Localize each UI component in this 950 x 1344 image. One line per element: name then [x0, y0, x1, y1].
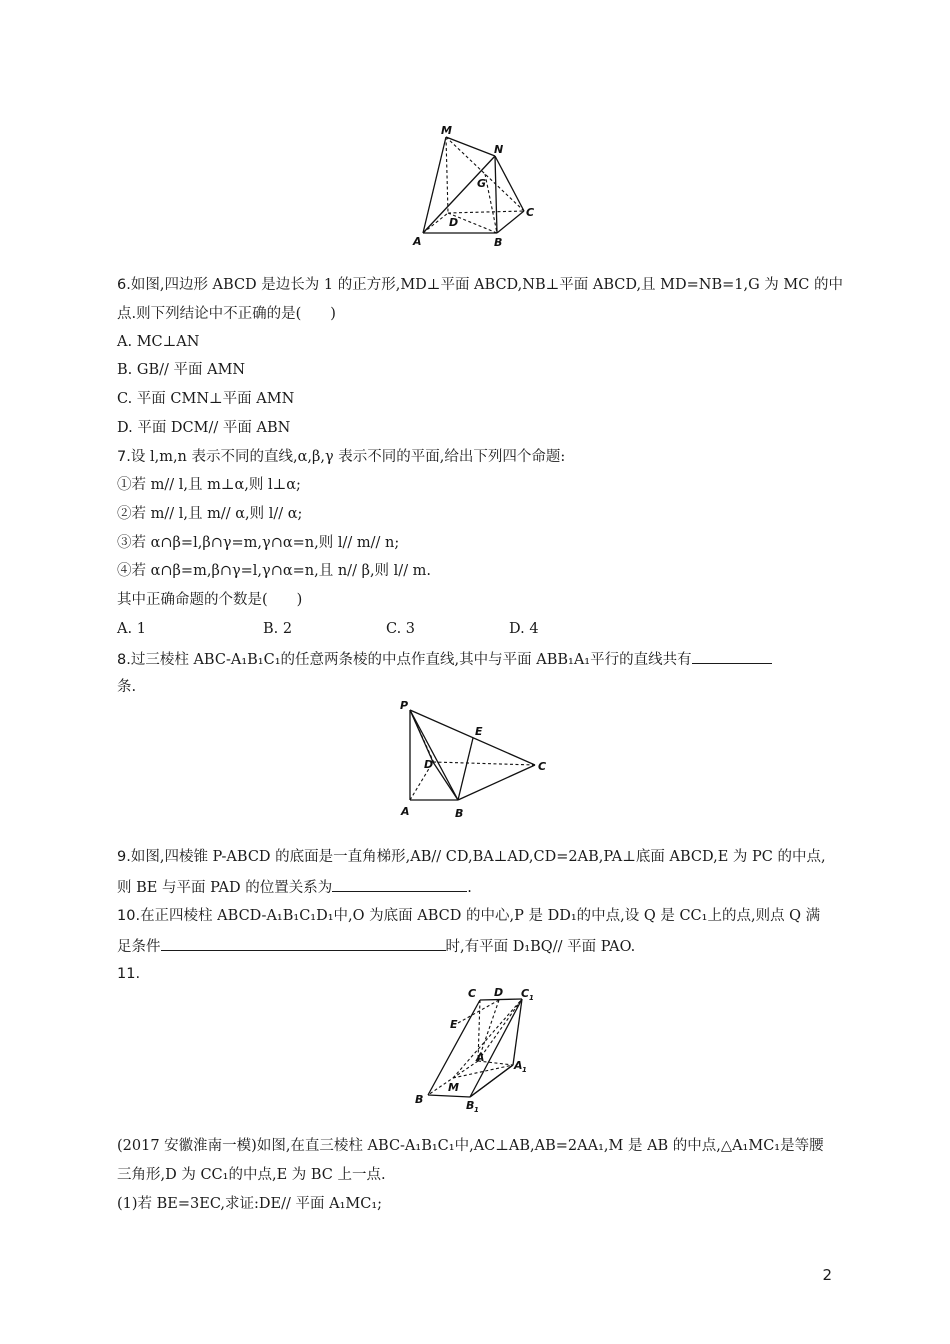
q9-stem-2: 则 BE 与平面 PAD 的位置关系为	[117, 880, 333, 896]
edge-MA	[423, 137, 446, 233]
label-C1-subscript: 1	[529, 994, 534, 1002]
q7-prop-1: ①若 m// l,且 m⊥α,则 l⊥α;	[117, 477, 301, 493]
label-N: N	[494, 143, 504, 156]
label-M: M	[448, 1081, 459, 1094]
edge-BC	[458, 765, 535, 800]
label-M: M	[441, 124, 452, 137]
edge-PB	[410, 710, 458, 800]
q8-answer-blank[interactable]	[692, 648, 772, 664]
q7-stem	[117, 447, 565, 467]
q10-answer-blank[interactable]	[161, 935, 446, 951]
q7-question: 其中正确命题的个数是( )	[117, 592, 303, 608]
q11-line1: (2017 安徽淮南一模)如图,在直三棱柱 ABC-A₁B₁C₁中,AC⊥AB,AB=2AA₁,M 是 AB 的中点,△A₁MC₁是等腰	[117, 1138, 824, 1154]
q11-part1: (1)若 BE=3EC,求证:DE// 平面 A₁MC₁;	[117, 1196, 383, 1212]
q8-number: 8.	[117, 652, 131, 668]
figure-q9-pyramid	[395, 695, 555, 825]
label-B: B	[415, 1093, 424, 1106]
edge-AN	[423, 156, 495, 233]
q7-option-c: C. 3	[386, 621, 416, 637]
q7-option-a: A. 1	[117, 621, 146, 637]
edge-C1B1	[470, 999, 522, 1097]
label-E: E	[450, 1018, 458, 1031]
q9-stem: 如图,四棱锥 P-ABCD 的底面是一直角梯形,AB// CD,BA⊥AD,CD=2AB,PA⊥底面 ABCD,E 为 PC 的中点,	[130, 849, 826, 865]
label-C: C	[526, 206, 535, 219]
q6-line1	[117, 275, 843, 295]
figure-q11-prism	[410, 985, 540, 1115]
q9-line1	[117, 847, 826, 867]
edge-CC1	[480, 999, 522, 1000]
edge-BC	[497, 211, 524, 233]
label-A1-subscript: 1	[522, 1066, 527, 1074]
label-A: A	[476, 1051, 485, 1064]
edge-DC	[433, 762, 535, 765]
label-A: A	[413, 235, 422, 248]
q7-prop-2: ②若 m// l,且 m// α,则 l// α;	[117, 506, 303, 522]
q6-option-a: A. MC⊥AN	[117, 334, 200, 350]
q7-stem-text: 设 l,m,n 表示不同的直线,α,β,γ 表示不同的平面,给出下列四个命题:	[130, 449, 566, 465]
label-B1: B	[466, 1099, 475, 1112]
label-D: D	[494, 986, 504, 999]
label-D: D	[424, 758, 434, 771]
q6-option-d: D. 平面 DCM// 平面 ABN	[117, 420, 291, 436]
label-G: G	[477, 177, 487, 190]
q7-prop-4: ④若 α∩β=m,β∩γ=l,γ∩α=n,且 n// β,则 l// m.	[117, 563, 432, 579]
q6-line2: 点.则下列结论中不正确的是( )	[117, 306, 336, 322]
q6-option-b: B. GB// 平面 AMN	[117, 362, 246, 378]
label-B: B	[455, 807, 464, 820]
label-B1-subscript: 1	[474, 1106, 479, 1114]
figure-q6-pyramid	[405, 118, 555, 253]
q9-line2	[117, 876, 472, 898]
q11-number-line	[117, 964, 140, 984]
q6-option-c: C. 平面 CMN⊥平面 AMN	[117, 391, 295, 407]
q6-number: 6.	[117, 277, 131, 293]
label-C: C	[468, 987, 477, 1000]
q6-stem-1: 如图,四边形 ABCD 是边长为 1 的正方形,MD⊥平面 ABCD,NB⊥平面 ABCD,且 MD=NB=1,G 为 MC 的中	[130, 277, 843, 293]
q11-line2: 三角形,D 为 CC₁的中点,E 为 BC 上一点.	[117, 1167, 386, 1183]
label-C: C	[538, 760, 547, 773]
q10-line2	[117, 935, 635, 957]
q7-options	[117, 619, 617, 639]
edge-MD	[446, 137, 448, 213]
q11-number: 11.	[117, 966, 141, 982]
edge-C1A1	[513, 999, 522, 1065]
label-A: A	[401, 805, 410, 818]
q10-stem: 在正四棱柱 ABCD-A₁B₁C₁D₁中,O 为底面 ABCD 的中心,P 是 DD₁的中点,设 Q 是 CC₁上的点,则点 Q 满	[140, 908, 821, 924]
label-A1: A	[514, 1059, 523, 1072]
label-P: P	[400, 699, 409, 712]
q10-stem-end: 时,有平面 D₁BQ// 平面 PAO.	[445, 939, 636, 955]
page-number: 2	[822, 1266, 832, 1284]
q8-line1	[117, 648, 772, 670]
edge-DC	[448, 211, 524, 213]
q8-stem: 过三棱柱 ABC-A₁B₁C₁的任意两条棱的中点作直线,其中与平面 ABB₁A₁平行的直线共有	[130, 652, 692, 668]
q10-number: 10.	[117, 908, 141, 924]
q7-option-d: D. 4	[509, 621, 539, 637]
edge-BE	[458, 738, 473, 800]
q9-answer-blank[interactable]	[332, 876, 467, 892]
label-C1: C	[521, 987, 530, 1000]
q7-prop-3: ③若 α∩β=l,β∩γ=m,γ∩α=n,则 l// m// n;	[117, 535, 400, 551]
q8-line2: 条.	[117, 679, 137, 695]
q7-option-b: B. 2	[263, 621, 293, 637]
edge-BB1	[428, 1095, 470, 1097]
q10-line1	[117, 906, 820, 926]
q7-number: 7.	[117, 449, 131, 465]
q10-stem-2: 足条件	[117, 939, 161, 955]
q9-stem-end: .	[467, 880, 472, 896]
edge-NB	[495, 156, 497, 233]
edge-NC	[495, 156, 524, 211]
q9-number: 9.	[117, 849, 131, 865]
label-B: B	[494, 236, 503, 249]
label-D: D	[449, 216, 459, 229]
edge-PC	[410, 710, 535, 765]
label-E: E	[475, 725, 483, 738]
edge-DB	[433, 762, 458, 800]
edge-MN	[446, 137, 495, 156]
